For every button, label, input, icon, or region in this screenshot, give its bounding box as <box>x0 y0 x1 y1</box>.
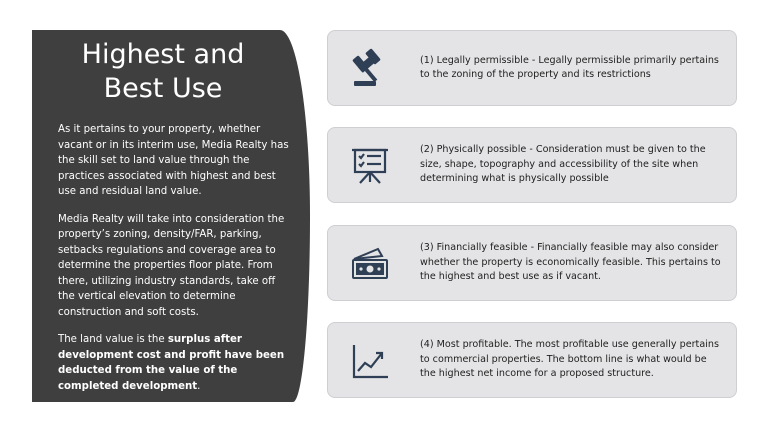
card-physically-possible <box>327 127 737 203</box>
highest-best-use-panel <box>32 30 310 402</box>
card-text: (2) Physically possible - Consideration must be given to the size, shape, topography and accessibility of the site when determining what is physically possible <box>420 144 706 185</box>
panel-paragraph-2: Media Realty will take into consideration the property’s zoning, density/FAR, parking, setbacks regulations and coverage area to determine the properties floor plate. From there, utilizing industry standards, take off the vertical elevation to determine construction and soft costs. <box>58 213 285 318</box>
money-icon <box>346 240 394 288</box>
paragraph-3-end: . <box>197 380 201 392</box>
panel-body <box>58 122 294 394</box>
card-text: (4) Most profitable. The most profitable use generally pertains to commercial properties. The bottom line is what would be the highest net income for a proposed structure. <box>420 339 719 380</box>
card-financially-feasible <box>327 225 737 301</box>
card-text: (3) Financially feasible - Financially feasible may also consider whether the property is economically feasible. This pertains to the highest and best use as if vacant. <box>420 242 721 283</box>
card-most-profitable <box>327 322 737 398</box>
card-text: (1) Legally permissible - Legally permissible primarily pertains to the zoning of the property and its restrictions <box>420 54 719 80</box>
gavel-icon <box>346 45 394 93</box>
paragraph-3-lead: The land value is the <box>58 334 168 345</box>
presentation-board-icon <box>346 142 394 190</box>
panel-title: Highest and Best Use <box>81 39 245 104</box>
card-legally-permissible <box>327 30 737 106</box>
panel-paragraph-3 <box>58 332 294 394</box>
growth-chart-icon <box>346 337 394 385</box>
paragraph-3-bold: surplus after development cost and profit have been deducted from the value of the completed development <box>58 334 285 392</box>
panel-paragraph-1: As it pertains to your property, whether vacant or in its interim use, Media Realty has the skill set to land value through the practices associated with highest and best use and residual land value. <box>58 124 289 197</box>
